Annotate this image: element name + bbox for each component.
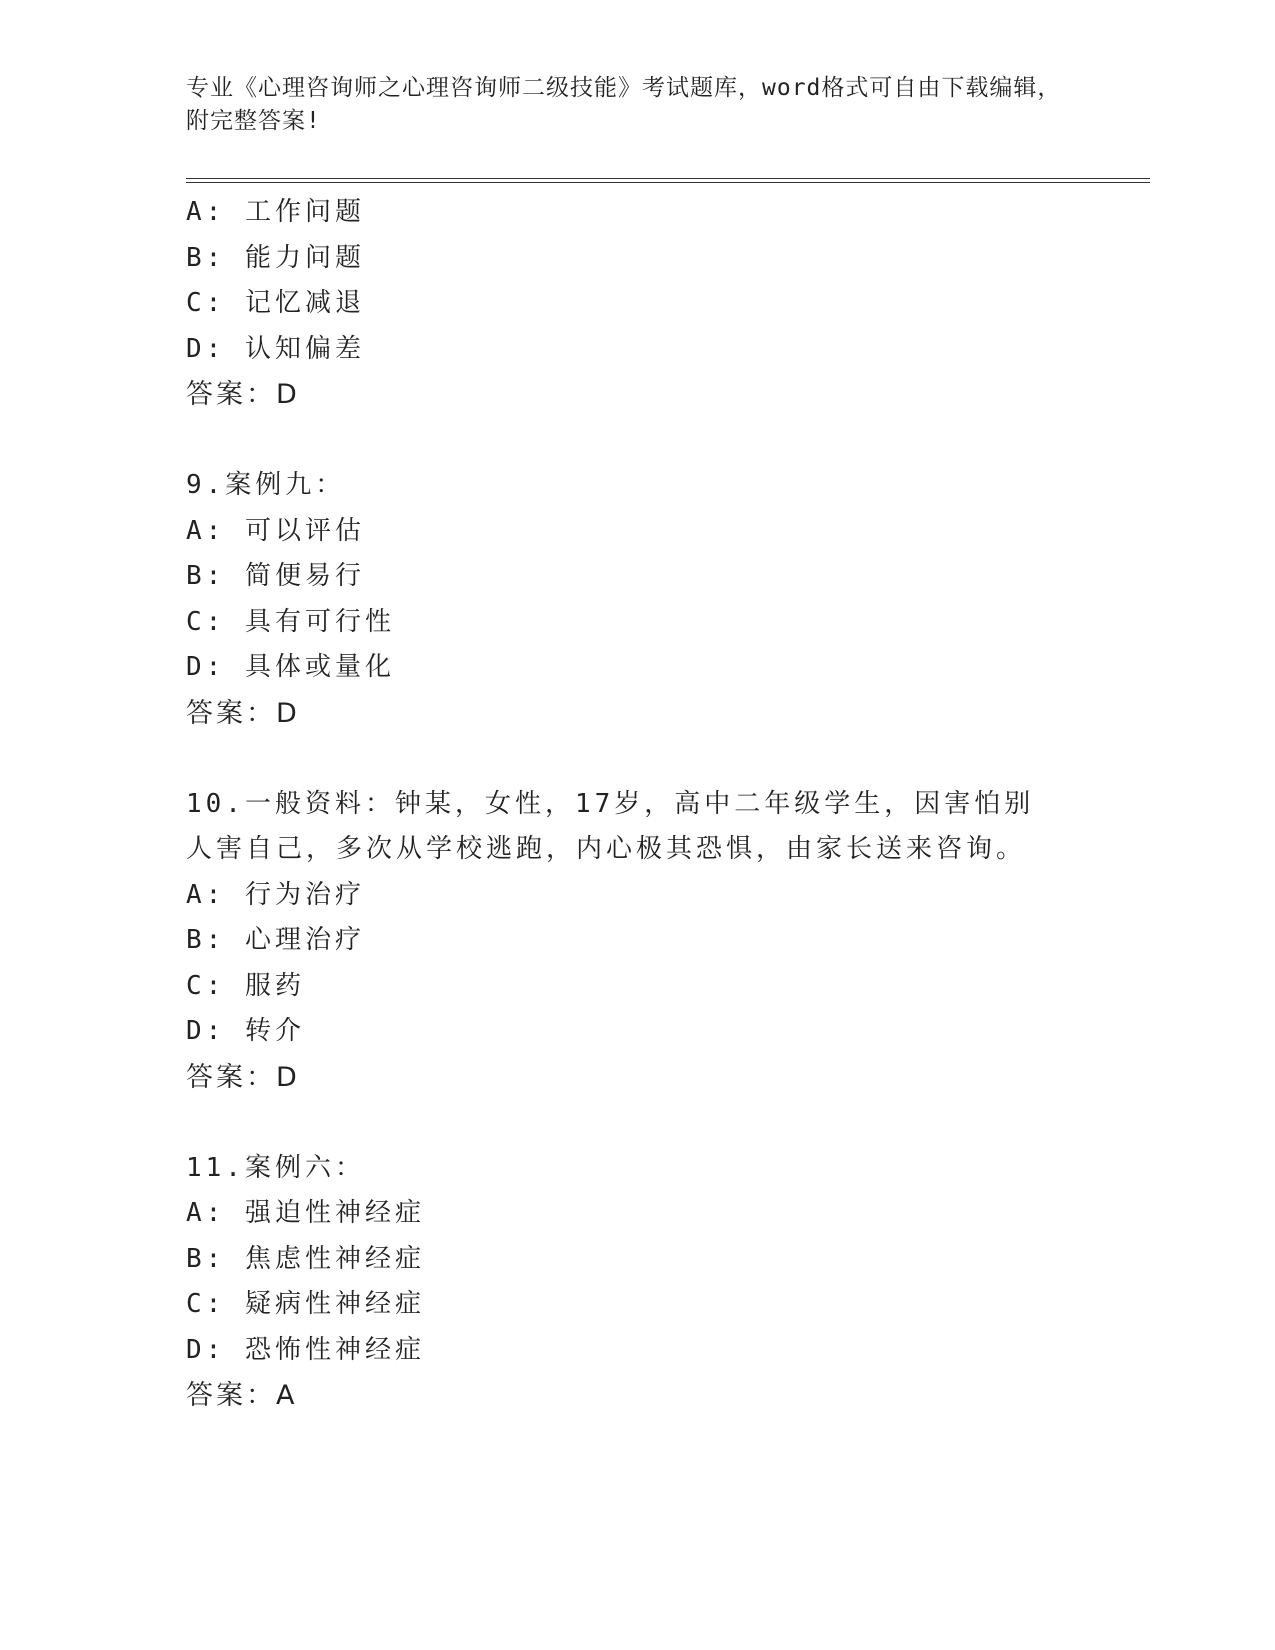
question-10	[186, 782, 1086, 1101]
header-rule-bottom	[186, 182, 1150, 183]
document-header: 专业《心理咨询师之心理咨询师二级技能》考试题库，word格式可自由下载编辑，附完整答案!	[186, 75, 1062, 134]
question-stem: 10.一般资料：钟某，女性，17岁，高中二年级学生，因害怕别人害自己，多次从学校逃跑，内心极其恐惧，由家长送来咨询。	[186, 788, 1035, 864]
option-b: B: 简便易行	[186, 561, 365, 591]
option-c: C: 疑病性神经症	[186, 1289, 425, 1319]
option-c: C: 记忆减退	[186, 288, 365, 318]
question-9	[186, 463, 1086, 736]
question-stem: 9.案例九：	[186, 470, 346, 500]
question-stem: 11.案例六：	[186, 1152, 365, 1183]
question-block-continued	[186, 190, 1086, 418]
option-b: B: 心理治疗	[186, 925, 365, 955]
answer-line: 答案：D	[186, 1061, 300, 1093]
option-a: A: 工作问题	[186, 197, 365, 227]
answer-line: 答案：A	[186, 1380, 298, 1411]
header-rule-top	[186, 178, 1150, 179]
option-c: C: 服药	[186, 970, 305, 1001]
answer-line: 答案：D	[186, 697, 300, 729]
question-11	[186, 1146, 1086, 1419]
option-b: B: 焦虑性神经症	[186, 1243, 425, 1274]
option-a: A: 行为治疗	[186, 879, 365, 910]
answer-line: 答案：D	[186, 379, 300, 410]
option-d: D: 恐怖性神经症	[186, 1334, 425, 1365]
option-b: B: 能力问题	[186, 242, 365, 273]
option-a: A: 强迫性神经症	[186, 1198, 425, 1228]
option-c: C: 具有可行性	[186, 606, 395, 637]
option-d: D: 转介	[186, 1016, 305, 1046]
option-d: D: 具体或量化	[186, 652, 395, 682]
option-a: A: 可以评估	[186, 515, 365, 546]
option-d: D: 认知偏差	[186, 333, 365, 364]
question-list	[186, 190, 1086, 1419]
